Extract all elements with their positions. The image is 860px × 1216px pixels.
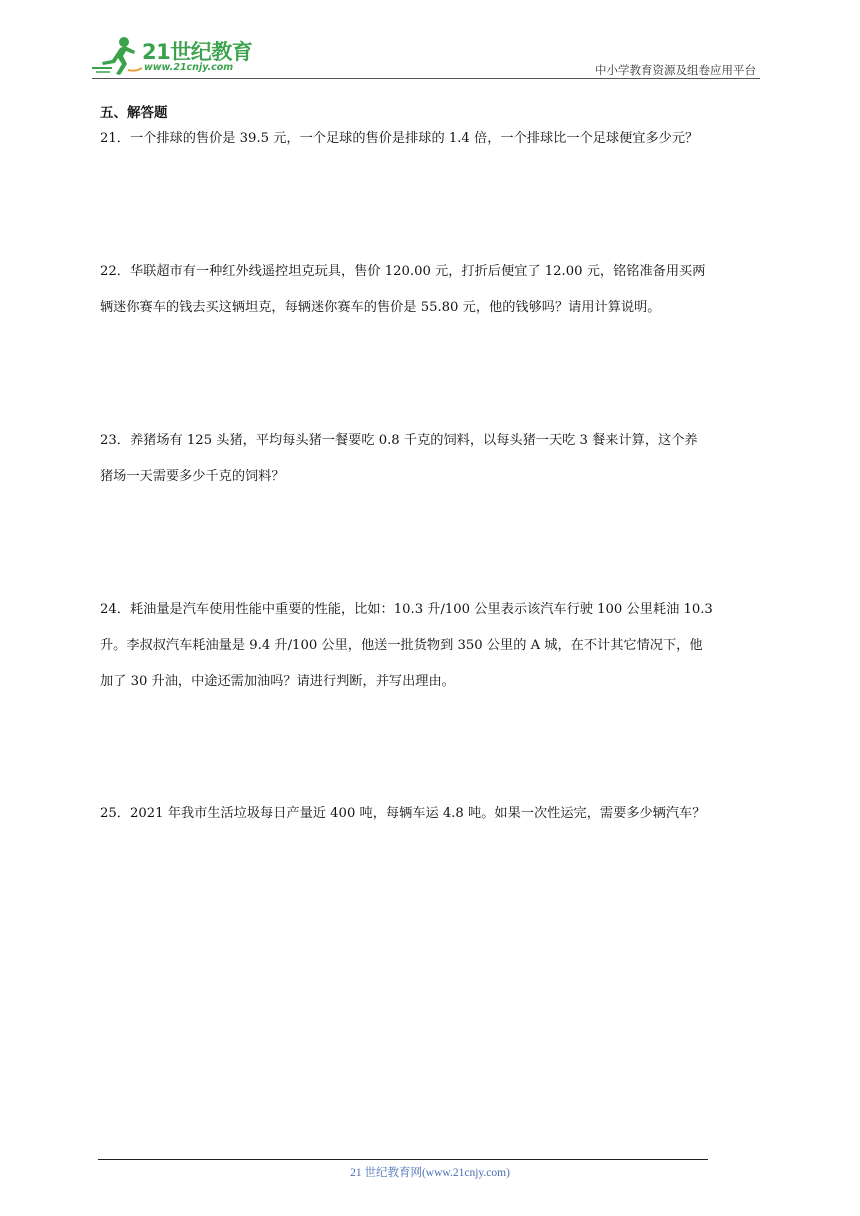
footer-link[interactable]: 21 世纪教育网(www.21cnjy.com) xyxy=(350,1167,510,1179)
question-23 xyxy=(100,423,764,495)
question-22 xyxy=(100,254,764,326)
question-line: 加了 30 升油，中途还需加油吗？请进行判断，并写出理由。 xyxy=(100,674,455,689)
question-line: 23．养猪场有 125 头猪，平均每头猪一餐要吃 0.8 千克的饲料，以每头猪一天吃 3 餐来计算，这个养 xyxy=(100,433,698,448)
footer-divider xyxy=(98,1159,708,1160)
logo-text: 21世纪教育 xyxy=(142,40,253,64)
logo-url: www.21cnjy.com xyxy=(144,62,234,73)
page-header xyxy=(90,30,760,80)
question-line: 21．一个排球的售价是 39.5 元，一个足球的售价是排球的 1.4 倍，一个排球比一个足球便宜多少元？ xyxy=(100,131,699,146)
runner-logo-icon xyxy=(90,34,142,78)
question-line: 24．耗油量是汽车使用性能中重要的性能，比如：10.3 升/100 公里表示该汽车行驶 100 公里耗油 10.3 xyxy=(100,602,713,617)
platform-label: 中小学教育资源及组卷应用平台 xyxy=(595,63,756,77)
question-line: 升。李叔叔汽车耗油量是 9.4 升/100 公里，他送一批货物到 350 公里的 A 城，在不计其它情况下，他 xyxy=(100,638,703,653)
question-25 xyxy=(100,796,764,832)
question-21 xyxy=(100,121,764,157)
question-line: 猪场一天需要多少千克的饲料？ xyxy=(100,469,285,484)
question-line: 辆迷你赛车的钱去买这辆坦克，每辆迷你赛车的售价是 55.80 元，他的钱够吗？请用计算说明。 xyxy=(100,300,661,315)
question-24 xyxy=(100,592,764,700)
logo xyxy=(90,34,270,78)
question-line: 25．2021 年我市生活垃圾每日产量近 400 吨，每辆车运 4.8 吨。如果一次性运完，需要多少辆汽车？ xyxy=(100,806,706,821)
header-divider xyxy=(92,78,760,79)
section-title: 五、解答题 xyxy=(100,105,168,121)
question-line: 22．华联超市有一种红外线遥控坦克玩具，售价 120.00 元，打折后便宜了 12.00 元，铭铭准备用买两 xyxy=(100,264,706,279)
